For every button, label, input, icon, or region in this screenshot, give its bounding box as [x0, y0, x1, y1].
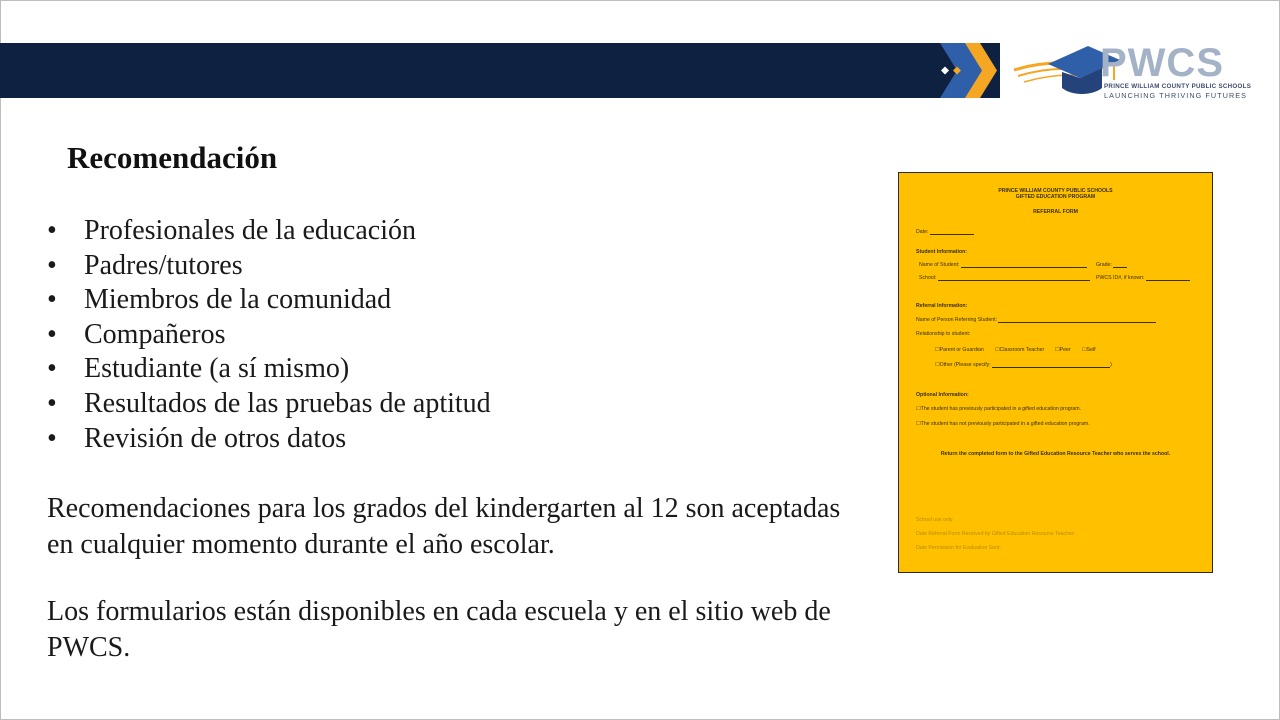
form-date-label: Date: — [916, 229, 929, 235]
form-option-not-previous: The student has not previously participated in a gifted education program. — [920, 421, 1090, 427]
referral-form-image: PRINCE WILLIAM COUNTY PUBLIC SCHOOLS GIFTED EDUCATION PROGRAM REFERRAL FORM Date: Student Information: Name of Student: Grade: School: PWCS ID#, if known: Referral Information: Name of Person Referring Student: Relationship to student: ☐Parent or Guardian ☐Classroom Teacher ☐Peer ☐Self ☐Other (Please specify: ) Optional Information: ☐The student has previously participated in a gifted education program. ☐The student has not previously participated in a gifted education program. Return the completed form to the Gifted Education Resource Teacher who serves the school. School use only Date Referral Form Received by Gifted Education Resource Teacher: Date Permission for Evaluation Sent: — [898, 172, 1213, 573]
logo-wordmark: PWCS — [1100, 41, 1224, 85]
bullet-item: • Padres/tutores — [47, 249, 491, 284]
form-return-note: Return the completed form to the Gifted Education Resource Teacher who serves the school. — [940, 451, 1171, 457]
form-student-name-label: Name of Student: — [919, 262, 960, 268]
form-relationship-label: Relationship to student: — [916, 331, 971, 337]
form-option-previous: The student has previously participated in a gifted education program. — [920, 406, 1081, 412]
form-option-teacher: Classroom Teacher — [999, 347, 1045, 353]
form-name-referring-label: Name of Person Referring Student: — [916, 317, 998, 323]
form-pwcs-id-label: PWCS ID#, if known: — [1096, 275, 1145, 281]
form-option-parent: Parent or Guardian — [939, 347, 984, 353]
bullet-item: • Miembros de la comunidad — [47, 283, 491, 318]
form-student-info-heading: Student Information: — [916, 249, 968, 255]
paragraph-grades: Recomendaciones para los grados del kindergarten al 12 son aceptadas en cualquier momento durante el año escolar. — [47, 493, 841, 560]
logo-district-name: PRINCE WILLIAM COUNTY PUBLIC SCHOOLS — [1104, 83, 1252, 90]
form-header-district: PRINCE WILLIAM COUNTY PUBLIC SCHOOLS — [998, 188, 1113, 194]
bullet-item: • Estudiante (a sí mismo) — [47, 352, 491, 387]
logo-tagline: LAUNCHING THRIVING FUTURES — [1104, 91, 1248, 100]
form-option-self: Self — [1086, 347, 1096, 353]
bullet-item: • Revisión de otros datos — [47, 422, 491, 457]
form-school-label: School: — [919, 275, 937, 281]
form-grade-label: Grade: — [1096, 262, 1112, 268]
paragraph-forms: Los formularios están disponibles en cada escuela y en el sitio web de PWCS. — [47, 596, 831, 663]
form-option-other: Other (Please specify: — [939, 362, 991, 368]
bullet-list — [47, 214, 491, 456]
slide-title: Recomendación — [67, 140, 278, 175]
bullet-item: • Profesionales de la educación — [47, 214, 491, 249]
form-header-program: GIFTED EDUCATION PROGRAM — [1015, 194, 1096, 200]
bullet-item: • Resultados de las pruebas de aptitud — [47, 387, 491, 422]
form-office-permission-label: Date Permission for Evaluation Sent: — [916, 545, 1001, 551]
form-option-peer: Peer — [1059, 347, 1071, 353]
form-optional-info-heading: Optional Information: — [916, 392, 969, 398]
header-banner — [0, 43, 1000, 98]
form-office-received-label: Date Referral Form Received by Gifted Education Resource Teacher: — [916, 531, 1076, 537]
chevron-arrows-icon — [935, 43, 1005, 98]
form-office-use-label: School use only — [916, 517, 953, 523]
bullet-item: • Compañeros — [47, 318, 491, 353]
form-referral-info-heading: Referral Information: — [916, 303, 968, 309]
form-header-title: REFERRAL FORM — [1033, 209, 1078, 215]
